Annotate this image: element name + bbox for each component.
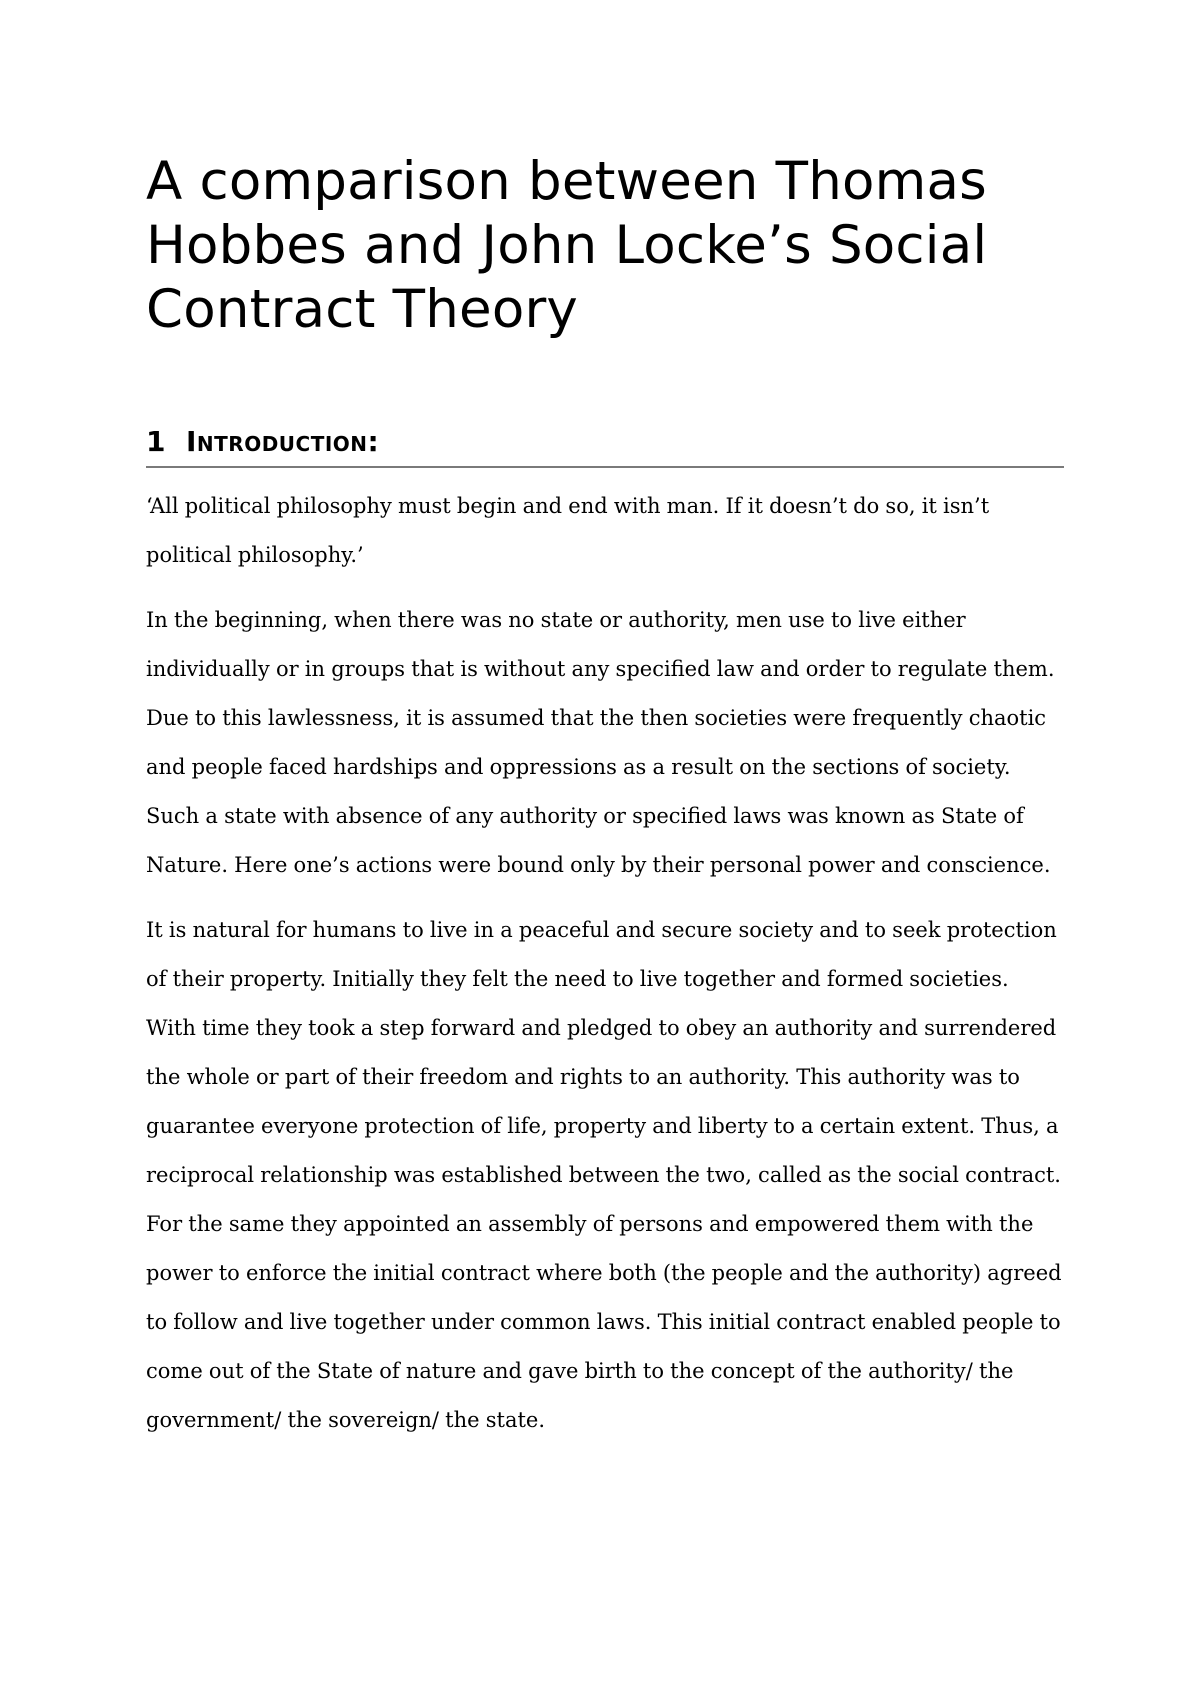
document-title: A comparison between Thomas Hobbes and John Locke’s Social Contract Theory (146, 151, 988, 340)
section-heading-text: Introduction: (186, 425, 380, 458)
social-contract-paragraph: It is natural for humans to live in a peaceful and secure society and to seek protection of their property. Initially they felt the need to live together and formed societies. With time they took a step forward and pledged to obey an authority and surrendered the whole or part of their freedom and rights to an authority. This authority was to guarantee everyone protection of life, property and liberty to a certain extent. Thus, a reciprocal relationship was established between the two, called as the social contract. For the same they appointed an assembly of persons and empowered them with the power to enforce the initial contract where both (the people and the authority) agreed to follow and live together under common laws. This initial contract enabled people to come out of the State of nature and gave birth to the concept of the authority/ the government/ the sovereign/ the state. (146, 918, 1062, 1432)
document-page (146, 150, 1064, 1445)
section-number: 1 (146, 425, 166, 458)
section-heading-introduction (146, 424, 1064, 468)
state-of-nature-paragraph: In the beginning, when there was no state or authority, men use to live either individually or in groups that is without any specified law and order to regulate them. Due to this lawlessness, it is assumed that the then societies were frequently chaotic and people faced hardships and oppressions as a result on the sections of society. Such a state with absence of any authority or specified laws was known as State of Nature. Here one’s actions were bound only by their personal power and conscience. (146, 608, 1055, 877)
quote-paragraph: ‘All political philosophy must begin and end with man. If it doesn’t do so, it isn’t political philosophy.’ (146, 494, 990, 567)
